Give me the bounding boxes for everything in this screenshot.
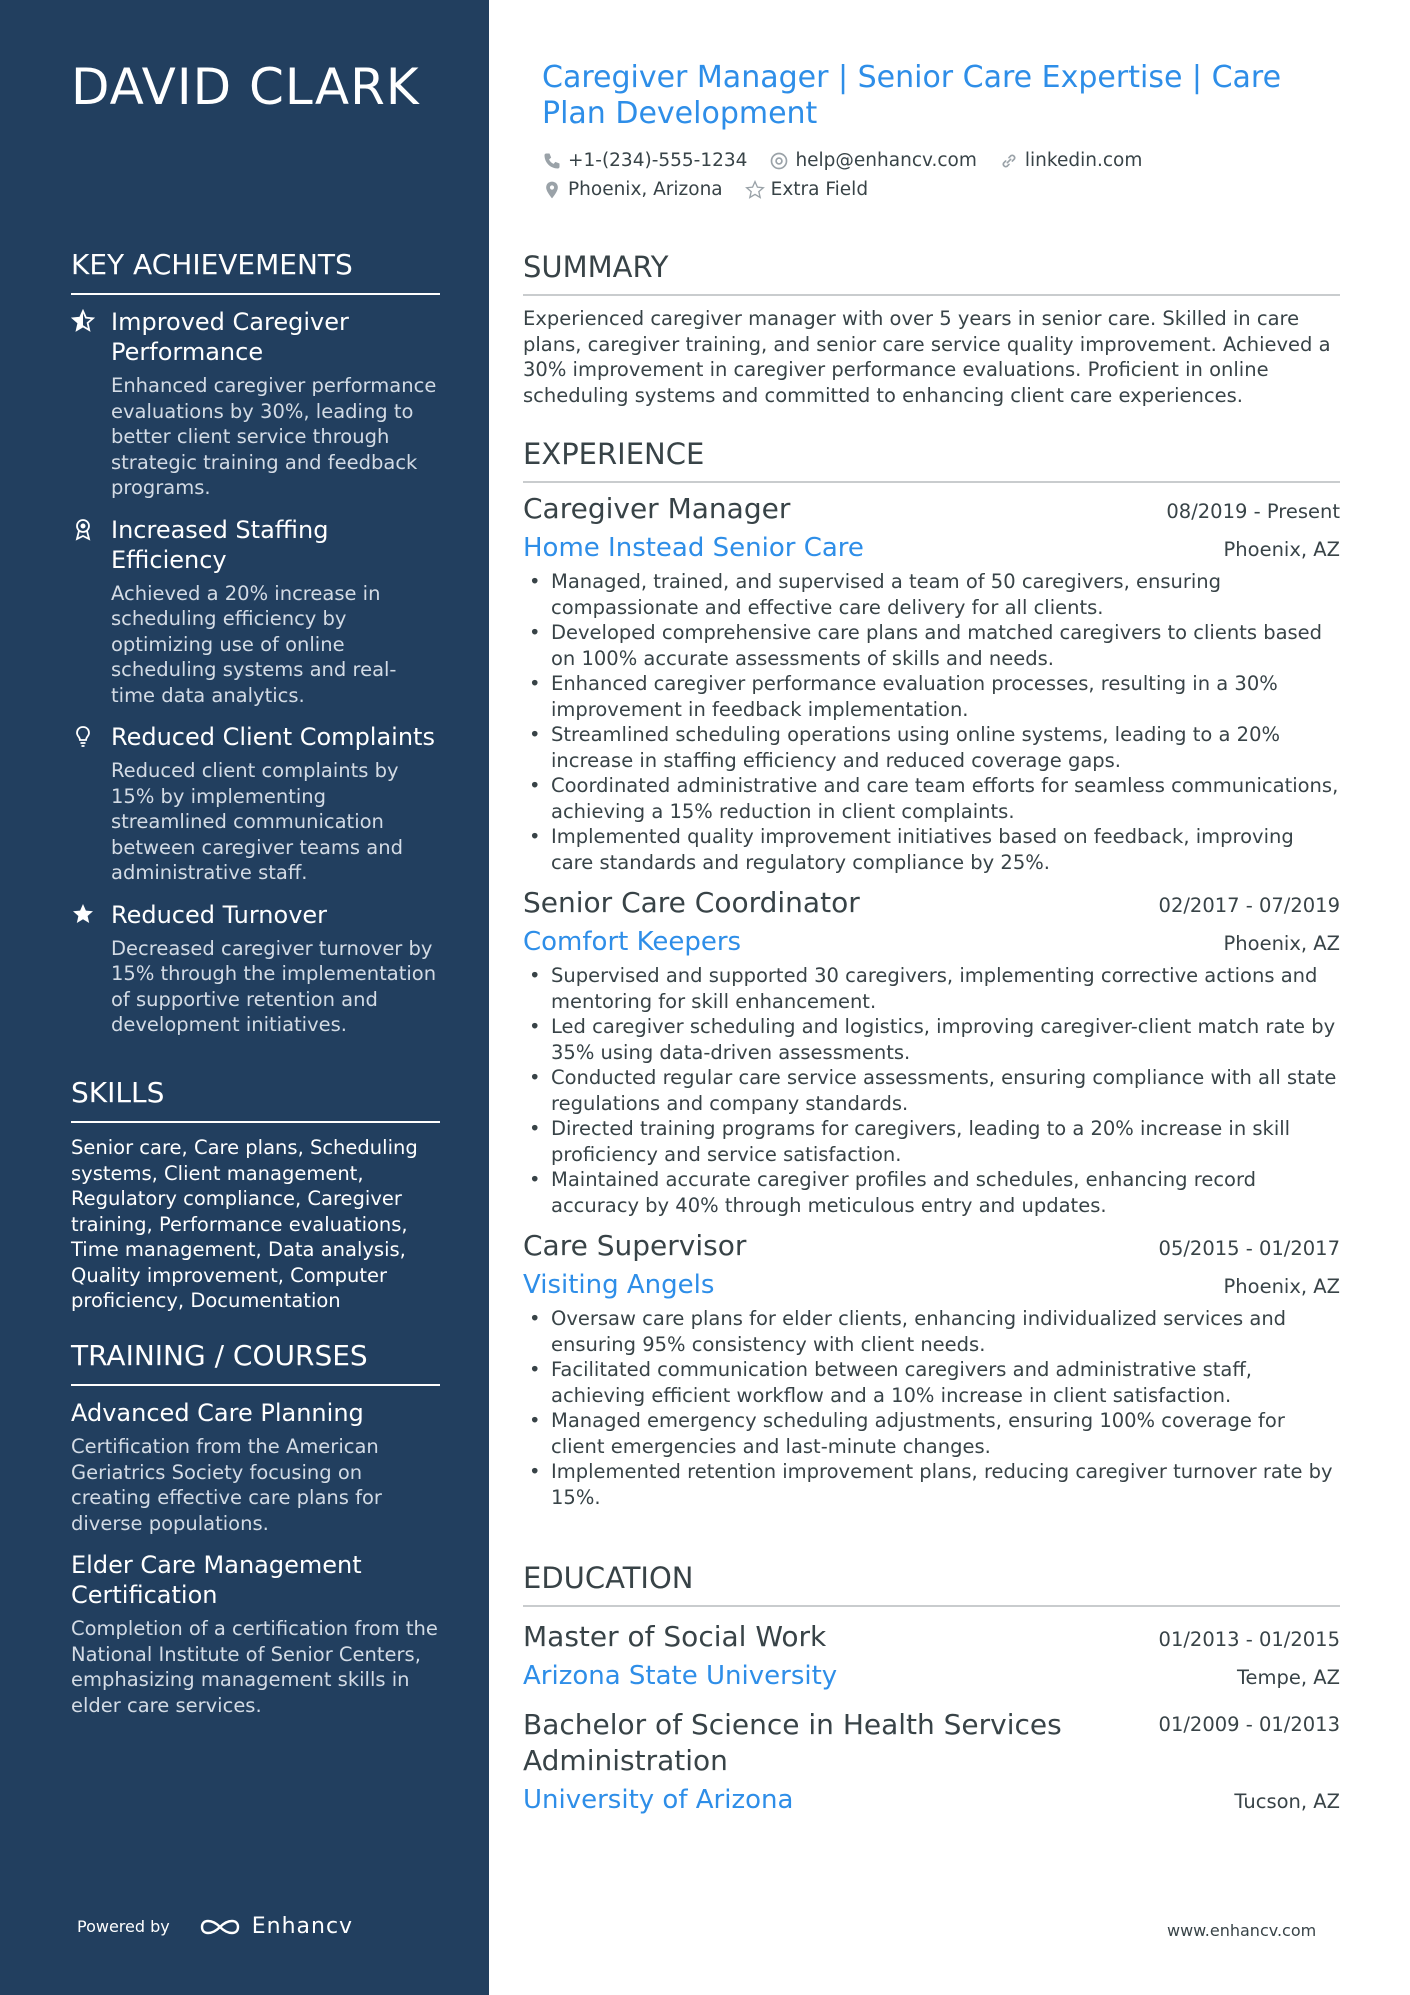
location-pin-icon	[542, 180, 562, 200]
bullet-item: • Conducted regular care service assessments, ensuring compliance with all state regulations and company standards.	[523, 1065, 1340, 1116]
course-description: Certification from the American Geriatrics Society focusing on creating effective care plans for diverse populations.	[71, 1435, 382, 1535]
phone-icon	[542, 151, 562, 171]
sidebar	[0, 0, 489, 1995]
bullet-item: • Facilitated communication between caregivers and administrative staff, achieving efficient workflow and a 10% increase in client satisfaction.	[523, 1357, 1340, 1408]
bullet-item: • Supervised and supported 30 caregivers, implementing corrective actions and mentoring for skill enhancement.	[523, 963, 1340, 1014]
contact-phone[interactable]	[542, 148, 747, 173]
job-bullets	[523, 963, 1340, 1218]
bullet-item: • Maintained accurate caregiver profiles and schedules, enhancing record accuracy by 40% through meticulous entry and updates.	[523, 1167, 1340, 1218]
education-title: EDUCATION	[523, 1561, 1340, 1607]
course-item	[71, 1550, 440, 1718]
bullet-item: • Directed training programs for caregivers, leading to a 20% increase in skill proficiency and service satisfaction.	[523, 1116, 1340, 1167]
achievement-item	[71, 722, 440, 886]
course-title: Elder Care Management Certification	[71, 1551, 362, 1609]
degree-title: Bachelor of Science in Health Services Administration	[523, 1708, 1062, 1777]
job-title: Caregiver Manager	[523, 492, 791, 525]
bullet-item: • Implemented quality improvement initiatives based on feedback, improving care standards and regulatory compliance by 25%.	[523, 824, 1340, 875]
job-dates: 05/2015 - 01/2017	[1158, 1237, 1340, 1260]
achievement-item	[71, 515, 440, 709]
enhancv-logo[interactable]	[198, 1914, 353, 1939]
powered-by-label: Powered by	[77, 1917, 170, 1936]
achievement-description: Reduced client complaints by 15% by implementing streamlined communication between caregiver teams and administrative staff.	[111, 759, 403, 884]
school-name[interactable]: University of Arizona	[523, 1785, 794, 1815]
bullet-item: • Implemented retention improvement plans, reducing caregiver turnover rate by 15%.	[523, 1459, 1340, 1510]
link-icon	[999, 151, 1019, 171]
company-name[interactable]: Visiting Angels	[523, 1270, 715, 1300]
powered-by	[77, 1914, 353, 1939]
bullet-item: • Developed comprehensive care plans and matched caregivers to clients based on 100% accurate assessments of skills and needs.	[523, 620, 1340, 671]
linkedin-text: linkedin.com	[1024, 150, 1143, 171]
extra-field-text: Extra Field	[770, 179, 869, 200]
experience-section	[523, 437, 1340, 1510]
summary-section	[523, 250, 1340, 408]
headline: Caregiver Manager | Senior Care Expertise | Care Plan Development	[542, 60, 1282, 131]
bullet-item: • Led caregiver scheduling and logistics, improving caregiver-client match rate by 35% using data-driven assessments.	[523, 1014, 1340, 1065]
experience-title: EXPERIENCE	[523, 437, 1340, 483]
lightbulb-icon	[71, 724, 95, 748]
achievement-item	[71, 900, 440, 1038]
skills-list: Senior care, Care plans, Scheduling systems, Client management, Regulatory compliance, Caregiver training, Performance evaluations, Time management, Data analysis, Quality improvement, Computer proficiency, Documentation	[71, 1136, 418, 1312]
star-outline-icon	[745, 180, 765, 200]
contact-email[interactable]	[769, 148, 976, 173]
star-half-icon	[71, 309, 95, 333]
education-entry	[523, 1707, 1340, 1817]
job-location: Phoenix, AZ	[1223, 538, 1340, 561]
training-title: TRAINING / COURSES	[71, 1339, 440, 1386]
job-title: Care Supervisor	[523, 1229, 747, 1262]
achievement-item	[71, 307, 440, 501]
job-location: Phoenix, AZ	[1223, 1275, 1340, 1298]
phone-text: +1-(234)-555-1234	[568, 150, 748, 171]
course-description: Completion of a certification from the National Institute of Senior Centers, emphasizing management skills in elder care services.	[71, 1617, 438, 1717]
contact-info	[542, 148, 1332, 206]
course-title: Advanced Care Planning	[71, 1399, 364, 1427]
achievement-title: Reduced Turnover	[111, 900, 328, 929]
candidate-name: DAVID CLARK	[71, 58, 420, 116]
school-name[interactable]: Arizona State University	[523, 1661, 838, 1691]
award-icon	[71, 517, 95, 541]
achievement-description: Achieved a 20% increase in scheduling efficiency by optimizing use of online scheduling systems and real-time data analytics.	[111, 581, 397, 707]
contact-extra	[745, 177, 868, 202]
summary-title: SUMMARY	[523, 250, 1340, 296]
footer-url[interactable]: www.enhancv.com	[1167, 1921, 1317, 1940]
star-icon	[71, 902, 95, 926]
job-dates: 02/2017 - 07/2019	[1158, 894, 1340, 917]
job-location: Phoenix, AZ	[1223, 932, 1340, 955]
company-name[interactable]: Home Instead Senior Care	[523, 533, 864, 563]
enhancv-brand-name: Enhancv	[251, 1914, 354, 1939]
training-section	[71, 1339, 440, 1718]
key-achievements-title: KEY ACHIEVEMENTS	[71, 248, 440, 295]
summary-text: Experienced caregiver manager with over 5 years in senior care. Skilled in care plans, caregiver training, and senior care service quality improvement. Achieved a 30% improvement in caregiver performance evaluations. Proficient in online scheduling systems and committed to enhancing client care experiences.	[523, 307, 1331, 407]
education-dates: 01/2009 - 01/2013	[1158, 1713, 1340, 1736]
job-title: Senior Care Coordinator	[523, 886, 860, 919]
skills-title: SKILLS	[71, 1076, 440, 1123]
company-name[interactable]: Comfort Keepers	[523, 927, 742, 957]
bullet-item: • Managed emergency scheduling adjustments, ensuring 100% coverage for client emergencies and last-minute changes.	[523, 1408, 1340, 1459]
at-icon	[769, 151, 789, 171]
job-bullets	[523, 569, 1340, 875]
contact-linkedin[interactable]	[999, 148, 1142, 173]
bullet-item: • Streamlined scheduling operations using online systems, leading to a 20% increase in staffing efficiency and reduced coverage gaps.	[523, 722, 1340, 773]
bullet-item: • Managed, trained, and supervised a team of 50 caregivers, ensuring compassionate and effective care delivery for all clients.	[523, 569, 1340, 620]
experience-entry	[523, 885, 1340, 1218]
email-text: help@enhancv.com	[795, 150, 977, 171]
education-dates: 01/2013 - 01/2015	[1158, 1628, 1340, 1651]
achievement-title: Increased Staffing Efficiency	[111, 515, 329, 574]
bullet-item: • Coordinated administrative and care team efforts for seamless communications, achieving a 15% reduction in client complaints.	[523, 773, 1340, 824]
job-dates: 08/2019 - Present	[1166, 500, 1340, 523]
course-item	[71, 1398, 440, 1536]
achievement-title: Improved Caregiver Performance	[111, 308, 349, 366]
job-bullets	[523, 1306, 1340, 1510]
achievement-description: Enhanced caregiver performance evaluations by 30%, leading to better client service through strategic training and feedback programs.	[111, 374, 437, 499]
bullet-item: • Oversaw care plans for elder clients, enhancing individualized services and ensuring 95% consistency with client needs.	[523, 1306, 1340, 1357]
enhancv-logo-icon	[198, 1915, 242, 1939]
achievement-title: Reduced Client Complaints	[111, 723, 435, 751]
degree-title: Master of Social Work	[523, 1620, 827, 1653]
key-achievements-section	[71, 248, 440, 1038]
bullet-item: • Enhanced caregiver performance evaluation processes, resulting in a 30% improvement in feedback implementation.	[523, 671, 1340, 722]
location-text: Phoenix, Arizona	[568, 179, 723, 200]
education-location: Tempe, AZ	[1236, 1666, 1340, 1689]
education-location: Tucson, AZ	[1234, 1790, 1340, 1813]
experience-entry	[523, 1228, 1340, 1510]
education-entry	[523, 1619, 1340, 1693]
experience-entry	[523, 491, 1340, 875]
achievement-description: Decreased caregiver turnover by 15% through the implementation of supportive retention and development initiatives.	[111, 936, 437, 1036]
skills-section	[71, 1076, 440, 1314]
contact-location	[542, 177, 723, 202]
education-section	[523, 1561, 1340, 1817]
